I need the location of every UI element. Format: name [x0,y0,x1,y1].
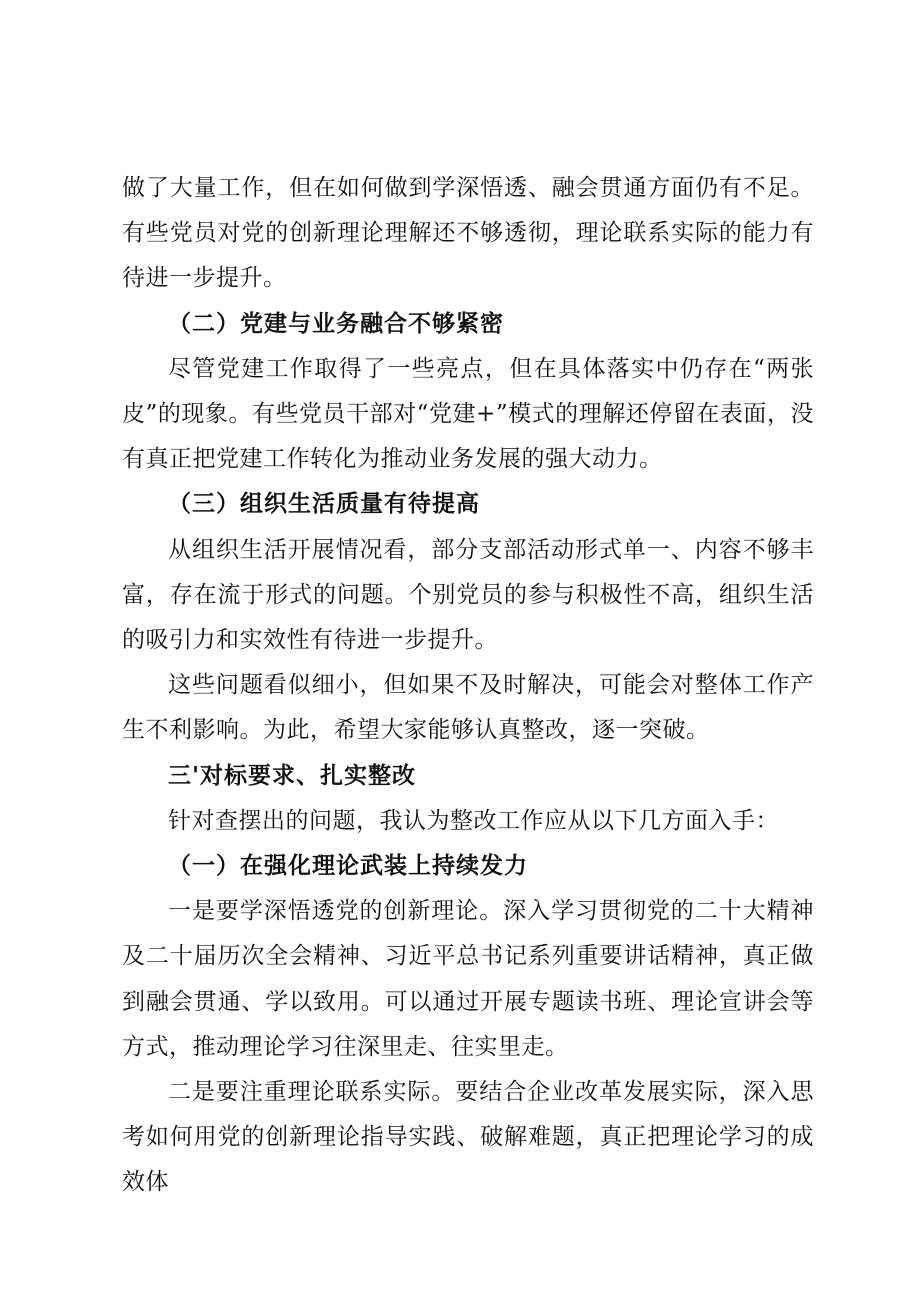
heading-party-business-integration: （二）党建与业务融合不够紧密 [168,310,504,337]
paragraph-point-one: 一是要学深悟透党的创新理论。深入学习贯彻党的二十大精神及二十届历次全会精神、习近平总书记系列重要讲话精神，真正做到融会贯通、学以致用。可以通过开展专题读书班、理论宣讲会等方式，推动理论学习往深里走、往实里走。 [122,898,814,1060]
paragraph-continued-theory-study: 做了大量工作，但在如何做到学深悟透、融会贯通方面仍有不足。有些党员对党的创新理论理解还不够透彻，理论联系实际的能力有待进一步提升。 [122,175,814,292]
paragraph-organization-life: 从组织生活开展情况看，部分支部活动形式单一、内容不够丰富，存在流于形式的问题。个别党员的参与积极性不高，组织生活的吸引力和实效性有待进一步提升。 [122,536,814,654]
document-body [122,166,814,1206]
paragraph-two-skins-problem: 尽管党建工作取得了一些亮点，但在具体落实中仍存在“两张皮”的现象。有些党员干部对“党建+”模式的理解还停留在表面，没有真正把党建工作转化为推动业务发展的强大动力。 [122,355,814,473]
heading-organization-life-quality: （三）组织生活质量有待提高 [168,491,480,518]
heading-theory-armament: （一）在强化理论武装上持续发力 [168,853,528,880]
paragraph-rectification-intro: 针对查摆出的问题，我认为整改工作应从以下几方面入手： [168,807,779,834]
paragraph-point-two: 二是要注重理论联系实际。要结合企业改革发展实际，深入思考如何用党的创新理论指导实践、破解难题，真正把理论学习的成效体 [122,1079,814,1196]
paragraph-problems-impact: 这些问题看似细小，但如果不及时解决，可能会对整体工作产生不利影响。为此，希望大家能够认真整改，逐一突破。 [122,672,814,744]
section-heading-rectification: 三'对标要求、扎实整改 [168,762,417,789]
